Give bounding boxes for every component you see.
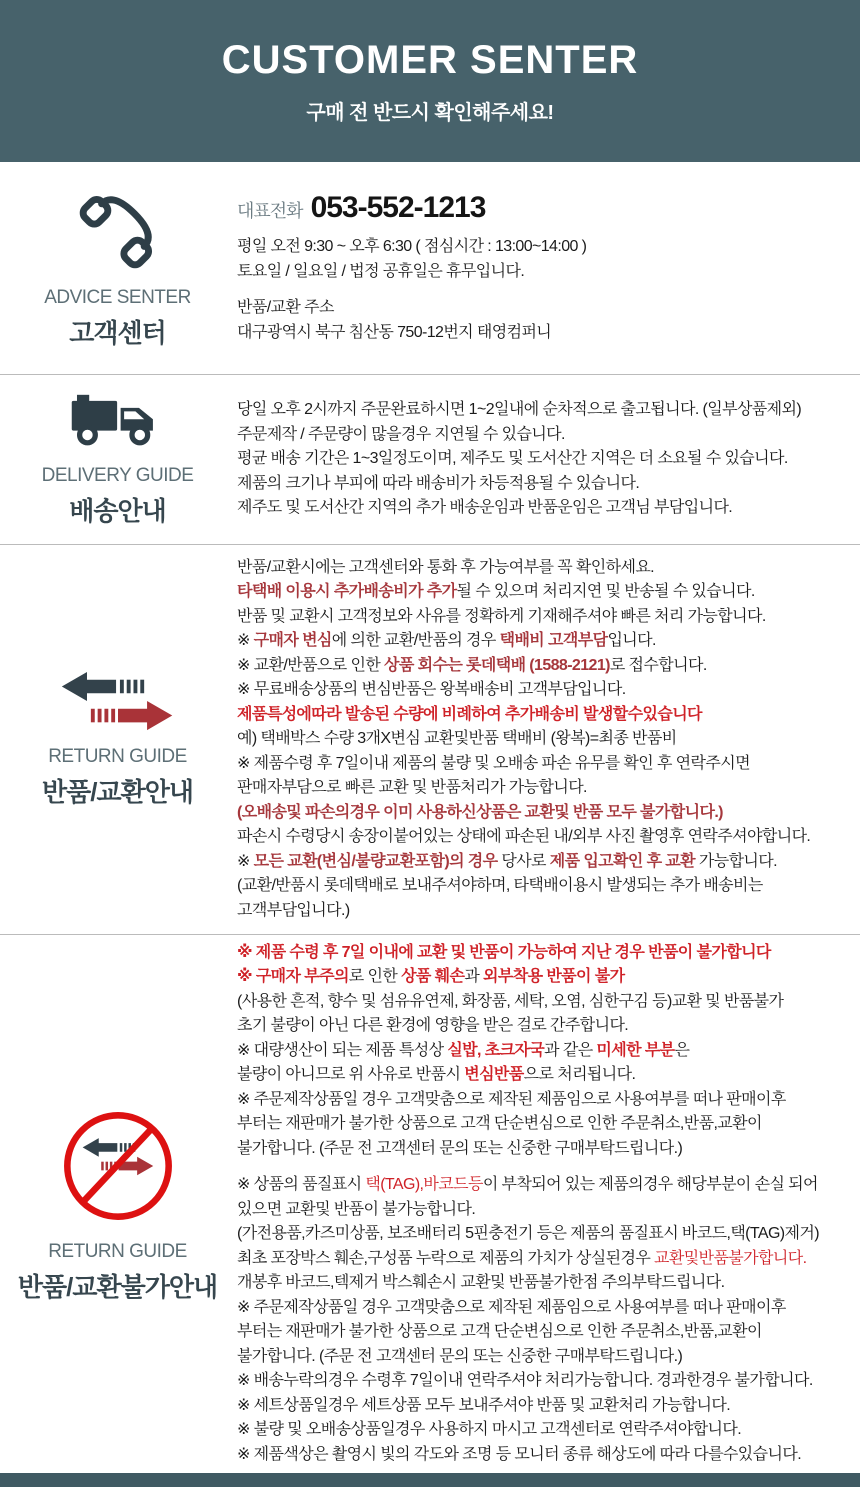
footer-space bbox=[0, 1487, 860, 1499]
footer-bar bbox=[0, 1473, 860, 1487]
return-impossible-badge bbox=[0, 935, 235, 1473]
truck-icon bbox=[70, 391, 166, 451]
text-line: 불가합니다. (주문 전 고객센터 문의 또는 신중한 구매부탁드립니다.) bbox=[237, 1347, 683, 1365]
text-line: (사용한 흔적, 향수 및 섬유유연제, 화장품, 세탁, 오염, 심한구김 등)교환 및 반품불가 bbox=[237, 992, 784, 1010]
text-line: ※ 제품 수령 후 7일 이내에 교환 및 반품이 가능하여 지난 경우 반품이 불가합니다 bbox=[237, 943, 771, 961]
section-label-en: RETURN GUIDE bbox=[48, 746, 187, 767]
text-line: ※ 배송누락의경우 수령후 7일이내 연락주셔야 처리가능합니다. 경과한경우 불가합니다. bbox=[237, 1372, 813, 1390]
section-return-guide bbox=[0, 545, 860, 935]
text-line: ※ 무료배송상품의 변심반품은 왕복배송비 고객부담입니다. bbox=[237, 681, 626, 699]
text-line: ※ 교환/반품으로 인한 상품 회수는 롯데택배 (1588-2121)로 접수합니다. bbox=[237, 656, 707, 674]
text-line: 부터는 재판매가 불가한 상품으로 고객 단순변심으로 인한 주문취소,반품,교환이 bbox=[237, 1323, 762, 1341]
text-line: 평균 배송 기간은 1~3일정도이며, 제주도 및 도서산간 지역은 더 소요될 수 있습니다. bbox=[237, 450, 788, 468]
text-line: 제품의 크기나 부피에 따라 배송비가 차등적용될 수 있습니다. bbox=[237, 474, 640, 492]
return-arrows-icon bbox=[59, 670, 177, 732]
phone-icon bbox=[75, 187, 161, 273]
text-line: ※ 구매자 부주의로 인한 상품 훼손과 외부착용 반품이 불가 bbox=[237, 968, 625, 986]
customer-center-lines bbox=[237, 235, 852, 345]
text-line: 반품/교환 주소 bbox=[237, 299, 334, 316]
page-footer bbox=[0, 1473, 860, 1499]
return-guide-body bbox=[235, 545, 860, 934]
phone-row bbox=[237, 191, 852, 225]
section-label-en: ADVICE SENTER bbox=[44, 286, 191, 308]
section-label-ko: 고객센터 bbox=[69, 317, 166, 348]
section-label-ko: 반품/교환불가안내 bbox=[17, 1271, 218, 1302]
text-line: ※ 대량생산이 되는 제품 특성상 실밥, 초크자국과 같은 미세한 부분은 bbox=[237, 1041, 690, 1059]
delivery-guide-body bbox=[235, 375, 860, 544]
no-return-icon bbox=[57, 1105, 179, 1227]
text-line: 불가합니다. (주문 전 고객센터 문의 또는 신중한 구매부탁드립니다.) bbox=[237, 1139, 683, 1157]
page-header bbox=[0, 0, 860, 162]
section-return-impossible bbox=[0, 935, 860, 1473]
return-guide-lines bbox=[237, 556, 852, 924]
text-line: 토요일 / 일요일 / 법정 공휴일은 휴무입니다. bbox=[237, 262, 525, 280]
text-line: 판매자부담으로 빠른 교환 및 반품처리가 가능합니다. bbox=[237, 779, 587, 797]
delivery-guide-lines bbox=[237, 398, 852, 521]
text-line: 예) 택배박스 수량 3개X변심 교환및반품 택배비 (왕복)=최종 반품비 bbox=[237, 730, 677, 748]
text-line: (오배송및 파손의경우 이미 사용하신상품은 교환및 반품 모두 불가합니다.) bbox=[237, 803, 723, 821]
text-line: ※ 주문제작상품일 경우 고객맞춤으로 제작된 제품임으로 사용여부를 떠나 판매이후 bbox=[237, 1090, 786, 1108]
return-guide-badge bbox=[0, 545, 235, 934]
return-impossible-lines bbox=[237, 941, 852, 1468]
text-line: 있으면 교환및 반품이 불가능합니다. bbox=[237, 1200, 476, 1218]
return-impossible-body bbox=[235, 935, 860, 1473]
text-line: 반품/교환시에는 고객센터와 통화 후 가능여부를 꼭 확인하세요. bbox=[237, 558, 655, 576]
text-line: (가전용품,카즈미상품, 보조배터리 5핀충전기 등은 제품의 품질표시 바코드,택(TAG)제거) bbox=[237, 1225, 819, 1243]
phone-label: 대표전화 bbox=[237, 201, 303, 221]
text-line: 고객부담입니다.) bbox=[237, 901, 350, 919]
text-line: 불량이 아니므로 위 사유로 반품시 변심반품으로 처리됩니다. bbox=[237, 1066, 636, 1084]
text-line: ※ 제품수령 후 7일이내 제품의 불량 및 오배송 파손 유무를 확인 후 연락주시면 bbox=[237, 754, 750, 772]
text-line: 개봉후 바코드,텍제거 박스훼손시 교환및 반품불가한점 주의부탁드립니다. bbox=[237, 1274, 725, 1292]
text-line: 파손시 수령당시 송장이붙어있는 상태에 파손된 내/외부 사진 촬영후 연락주셔야합니다. bbox=[237, 828, 811, 846]
section-customer-center bbox=[0, 162, 860, 375]
text-line: 주문제작 / 주문량이 많을경우 지연될 수 있습니다. bbox=[237, 425, 565, 443]
text-line: ※ 세트상품일경우 세트상품 모두 보내주셔야 반품 및 교환처리 가능합니다. bbox=[237, 1396, 731, 1414]
text-line: 제품특성에따라 발송된 수량에 비례하여 추가배송비 발생할수있습니다 bbox=[237, 705, 702, 723]
page-title: CUSTOMER SENTER bbox=[221, 37, 639, 82]
text-line: 제주도 및 도서산간 지역의 추가 배송운임과 반품운임은 고객님 부담입니다. bbox=[237, 499, 733, 517]
text-line: 타택배 이용시 추가배송비가 추가될 수 있으며 처리지연 및 반송될 수 있습니다. bbox=[237, 583, 755, 601]
text-line: ※ 상품의 품질표시 택(TAG),바코드등이 부착되어 있는 제품의경우 해당부분이 손실 되어 bbox=[237, 1176, 818, 1194]
text-line: (교환/반품시 롯데택배로 보내주셔야하며, 타택배이용시 발생되는 추가 배송비는 bbox=[237, 877, 763, 895]
phone-number: 053-552-1213 bbox=[310, 191, 486, 224]
text-line: ※ 제품색상은 촬영시 빛의 각도와 조명 등 모니터 종류 해상도에 따라 다를수있습니다. bbox=[237, 1445, 802, 1463]
section-label-ko: 배송안내 bbox=[69, 496, 166, 526]
section-delivery-guide bbox=[0, 375, 860, 545]
customer-center-body bbox=[235, 162, 860, 374]
text-line: ※ 주문제작상품일 경우 고객맞춤으로 제작된 제품임으로 사용여부를 떠나 판매이후 bbox=[237, 1298, 786, 1316]
text-line: 부터는 재판매가 불가한 상품으로 고객 단순변심으로 인한 주문취소,반품,교환이 bbox=[237, 1115, 762, 1133]
text-line: 반품 및 교환시 고객정보와 사유를 정확하게 기재해주셔야 빠른 처리 가능합니다. bbox=[237, 607, 766, 625]
text-line: 대구광역시 북구 침산동 750-12번지 태영컴퍼니 bbox=[237, 323, 552, 341]
text-line: 당일 오후 2시까지 주문완료하시면 1~2일내에 순차적으로 출고됩니다. (일부상품제외) bbox=[237, 401, 802, 419]
text-line: 평일 오전 9:30 ~ 오후 6:30 ( 점심시간 : 13:00~14:00 ) bbox=[237, 238, 587, 255]
section-label-ko: 반품/교환안내 bbox=[42, 777, 193, 807]
text-line: ※ 불량 및 오배송상품일경우 사용하지 마시고 고객센터로 연락주셔야합니다. bbox=[237, 1421, 742, 1439]
section-label-en: RETURN GUIDE bbox=[48, 1240, 187, 1262]
delivery-guide-badge bbox=[0, 375, 235, 544]
text-line: 초기 불량이 아닌 다른 환경에 영향을 받은 걸로 간주합니다. bbox=[237, 1017, 629, 1035]
text-line: 최초 포장박스 훼손,구성품 누락으로 제품의 가치가 상실된경우 교환및반품불가합니다. bbox=[237, 1249, 807, 1267]
section-label-en: DELIVERY GUIDE bbox=[41, 465, 194, 486]
text-line: ※ 구매자 변심에 의한 교환/반품의 경우 택배비 고객부담입니다. bbox=[237, 632, 656, 650]
text-line: ※ 모든 교환(변심/불량교환포함)의 경우 당사로 제품 입고확인 후 교환 가능합니다. bbox=[237, 852, 777, 870]
page-subtitle: 구매 전 반드시 확인해주세요! bbox=[306, 101, 554, 124]
customer-center-badge bbox=[0, 162, 235, 374]
